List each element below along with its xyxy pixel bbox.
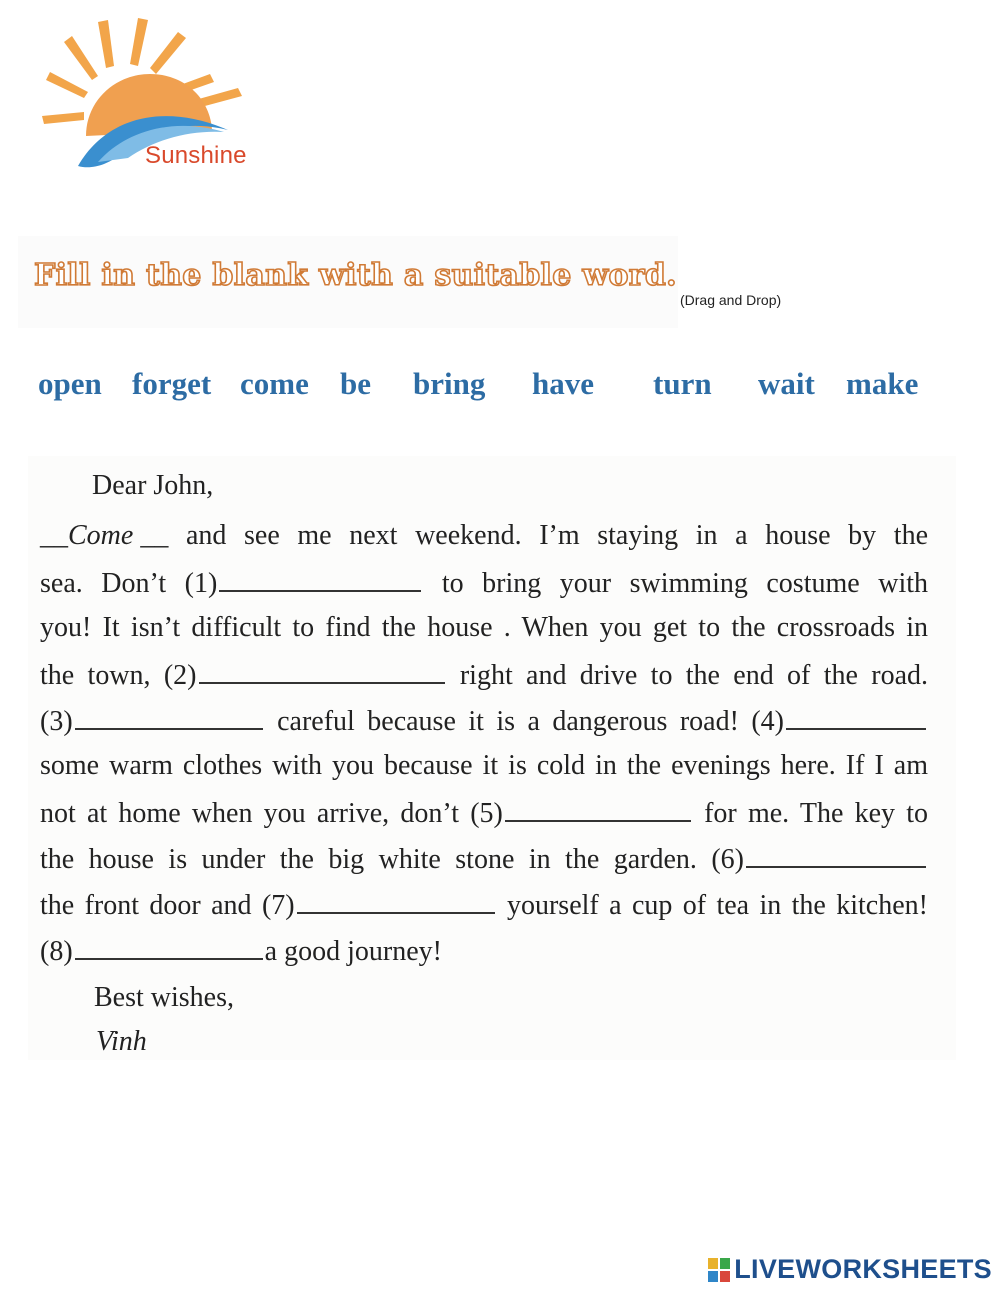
answer-blank-2[interactable]: [199, 660, 445, 684]
word-bank-item[interactable]: forget: [132, 366, 212, 401]
brand-text: LIVEWORKSHEETS: [734, 1254, 992, 1284]
answer-blank-5[interactable]: [505, 798, 691, 822]
example-blank: __Come __: [40, 520, 169, 551]
letter-text: and see me next weekend. I’m staying in a house by the: [185, 520, 929, 551]
letter-line: [40, 798, 928, 828]
letter-text: right and drive to the end of the road.: [459, 660, 928, 691]
letter-line: [40, 844, 928, 874]
letter-text: you! It isn’t difficult to find the house . When you get to the crossroads in: [40, 612, 928, 643]
letter-text: sea. Don’t (1): [40, 568, 218, 599]
example-answer: Come: [68, 520, 134, 551]
instruction-note: (Drag and Drop): [680, 292, 782, 308]
letter-text: some warm clothes with you because it is cold in the evenings here. If I am: [40, 750, 928, 781]
letter-line: [40, 660, 928, 690]
answer-blank-1[interactable]: [219, 568, 421, 592]
letter-text: careful because it is a dangerous road! (4): [277, 706, 785, 737]
word-bank-item[interactable]: turn: [653, 366, 712, 401]
letter-text: to bring your swimming costume with: [441, 568, 928, 599]
liveworksheets-brand: [708, 1254, 992, 1285]
word-bank-item[interactable]: bring: [413, 366, 486, 401]
letter-text: yourself a cup of tea in the kitchen!: [506, 890, 928, 921]
letter-text: the town, (2): [40, 660, 197, 691]
letter-text: the front door and (7): [40, 890, 295, 921]
letter-closing: Best wishes,: [94, 982, 234, 1013]
word-bank-item[interactable]: have: [532, 366, 594, 401]
letter-line: [40, 568, 928, 598]
letter-text: for me. The key to: [704, 798, 929, 829]
word-bank-item[interactable]: make: [846, 366, 919, 401]
letter-line: [40, 936, 928, 966]
letter-line: [40, 706, 928, 736]
letter-line: [40, 890, 928, 920]
instruction-title: Fill in the blank with a suitable word.: [34, 258, 677, 293]
liveworksheets-logo-icon: [708, 1258, 730, 1282]
word-bank-item[interactable]: come: [240, 366, 309, 401]
answer-blank-3[interactable]: [75, 706, 263, 730]
letter-text: (3): [40, 706, 73, 737]
answer-blank-7[interactable]: [297, 890, 495, 914]
answer-blank-4[interactable]: [786, 706, 926, 730]
letter-text: not at home when you arrive, don’t (5): [40, 798, 503, 829]
letter-line: [40, 614, 928, 642]
letter-signature: Vinh: [96, 1026, 147, 1057]
word-bank-item[interactable]: be: [340, 366, 371, 401]
letter-text: a good journey!: [264, 936, 442, 967]
answer-blank-8[interactable]: [75, 936, 263, 960]
logo-text: Sunshine: [145, 142, 247, 169]
letter-text: (8): [40, 936, 73, 967]
word-bank-item[interactable]: open: [38, 366, 102, 401]
answer-blank-6[interactable]: [746, 844, 926, 868]
letter-line: [40, 522, 928, 550]
word-bank-item[interactable]: wait: [758, 366, 815, 401]
letter-greeting: Dear John,: [92, 470, 214, 501]
letter-text: the house is under the big white stone in the garden. (6): [40, 844, 744, 875]
letter-line: [40, 752, 928, 780]
